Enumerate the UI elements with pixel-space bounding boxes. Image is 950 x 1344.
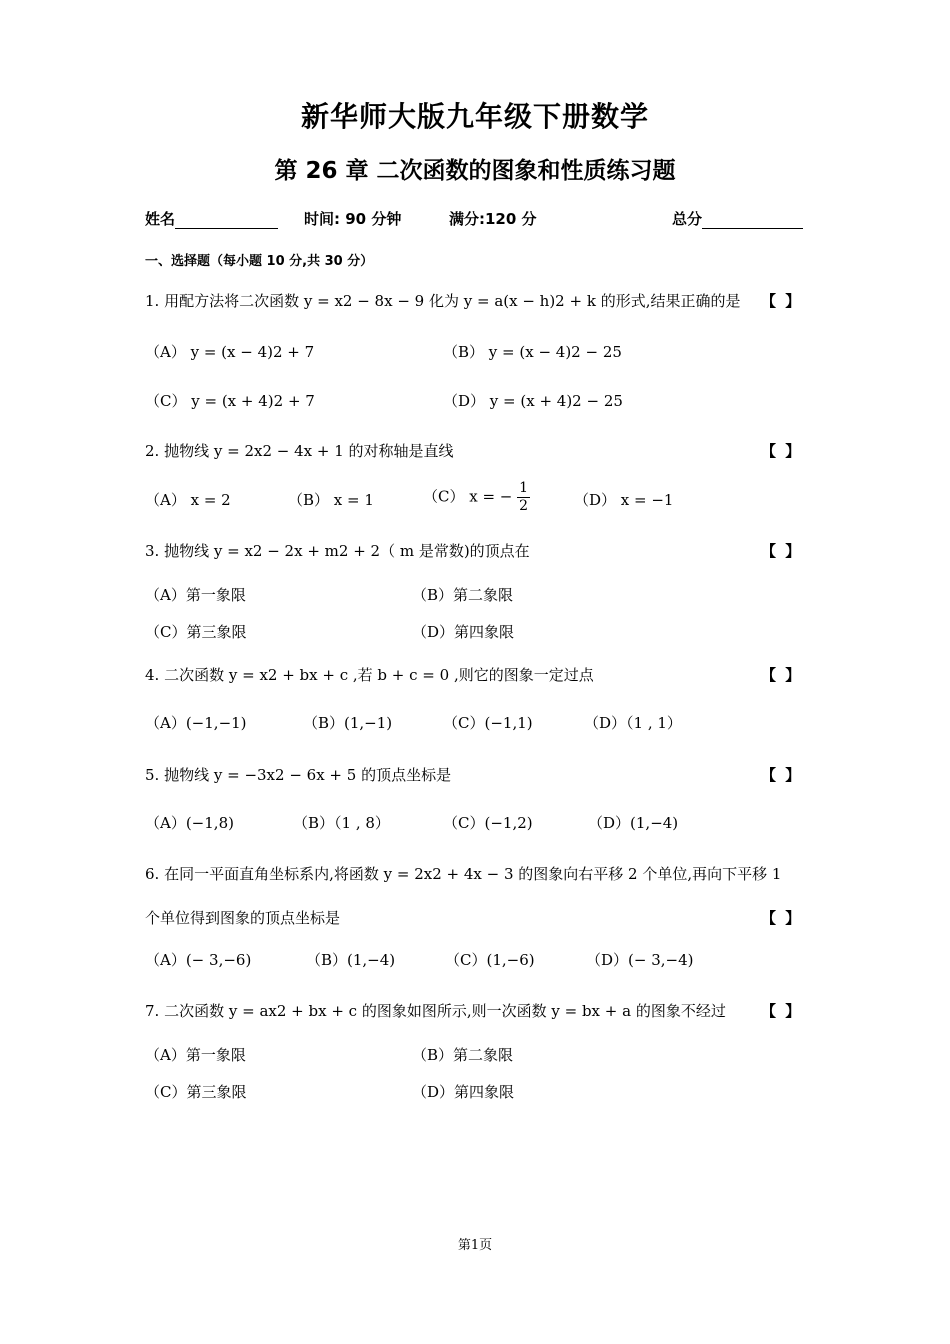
- option-d[interactable]: （D）第四象限: [412, 623, 515, 641]
- time-label: 时间: 90 分钟: [304, 210, 402, 228]
- answer-bracket[interactable]: 【 】: [761, 542, 803, 560]
- answer-bracket[interactable]: 【 】: [761, 292, 803, 310]
- option-c[interactable]: （C）(1,−6): [445, 951, 535, 969]
- total-score-field: [672, 208, 803, 229]
- option-d[interactable]: （D） x = −1: [574, 491, 674, 509]
- option-a[interactable]: （A）(− 3,−6): [145, 951, 252, 969]
- question-number: 1.: [145, 292, 160, 310]
- full-score-label: 满分:120 分: [449, 210, 537, 228]
- option-a[interactable]: （A） y = (x − 4)2 + 7: [145, 343, 315, 361]
- option-c[interactable]: （C）(−1,2): [443, 814, 533, 832]
- answer-bracket[interactable]: 【 】: [761, 666, 803, 684]
- question-text: 抛物线 y = −3x2 − 6x + 5 的顶点坐标是: [164, 766, 452, 784]
- question-2: [145, 440, 454, 461]
- option-d[interactable]: （D）(− 3,−4): [586, 951, 694, 969]
- answer-bracket[interactable]: 【 】: [761, 442, 803, 460]
- question-3: [145, 540, 530, 561]
- option-b[interactable]: （B） x = 1: [288, 491, 374, 509]
- fraction-numerator: 1: [519, 480, 529, 496]
- question-text: 二次函数 y = x2 + bx + c ,若 b + c = 0 ,则它的图象一定过点: [164, 666, 594, 684]
- option-d[interactable]: （D）（1 , 1）: [584, 714, 682, 732]
- answer-bracket[interactable]: 【 】: [761, 766, 803, 784]
- option-a[interactable]: （A）(−1,−1): [145, 714, 247, 732]
- section-title: 一、选择题（每小题 10 分,共 30 分）: [145, 254, 374, 269]
- question-text: 用配方法将二次函数 y = x2 − 8x − 9 化为 y = a(x − h)2 + k 的形式,结果正确的是: [164, 292, 741, 310]
- option-c[interactable]: （C） y = (x + 4)2 + 7: [145, 392, 315, 410]
- document-subtitle: 第 26 章 二次函数的图象和性质练习题: [274, 158, 676, 184]
- question-text: 在同一平面直角坐标系内,将函数 y = 2x2 + 4x − 3 的图象向右平移 2 个单位,再向下平移 1: [164, 865, 782, 883]
- option-b[interactable]: （B） y = (x − 4)2 − 25: [443, 343, 622, 361]
- question-number: 6.: [145, 865, 160, 883]
- option-b[interactable]: （B）（1 , 8）: [293, 814, 390, 832]
- question-1: [145, 290, 740, 311]
- fraction-denominator: 2: [519, 498, 529, 514]
- question-number: 3.: [145, 542, 160, 560]
- option-b[interactable]: （B）(1,−1): [303, 714, 393, 732]
- question-text: 抛物线 y = x2 − 2x + m2 + 2（ m 是常数)的顶点在: [164, 542, 530, 560]
- page-number: 第1页: [457, 1238, 493, 1253]
- option-b[interactable]: （B）第二象限: [412, 586, 514, 604]
- answer-bracket[interactable]: 【 】: [761, 1002, 803, 1020]
- question-6: [145, 863, 781, 884]
- question-number: 5.: [145, 766, 160, 784]
- question-number: 2.: [145, 442, 160, 460]
- name-label: 姓名: [145, 210, 176, 228]
- option-c-text: （C） x = −: [423, 487, 513, 506]
- option-a[interactable]: （A）第一象限: [145, 586, 246, 604]
- question-6-continued: 个单位得到图象的顶点坐标是: [145, 909, 341, 927]
- option-c[interactable]: （C）(−1,1): [443, 714, 533, 732]
- question-text: 二次函数 y = ax2 + bx + c 的图象如图所示,则一次函数 y = bx + a 的图象不经过: [164, 1002, 726, 1020]
- question-number: 4.: [145, 666, 160, 684]
- option-d[interactable]: （D）(1,−4): [588, 814, 679, 832]
- option-c[interactable]: [423, 480, 530, 515]
- fraction: [517, 480, 530, 515]
- option-a[interactable]: （A）第一象限: [145, 1046, 246, 1064]
- option-b[interactable]: （B）(1,−4): [306, 951, 396, 969]
- option-c[interactable]: （C）第三象限: [145, 1083, 247, 1101]
- answer-bracket[interactable]: 【 】: [761, 909, 803, 927]
- question-7: [145, 1000, 726, 1021]
- option-d[interactable]: （D）第四象限: [412, 1083, 515, 1101]
- option-c[interactable]: （C）第三象限: [145, 623, 247, 641]
- question-5: [145, 764, 451, 785]
- question-4: [145, 664, 594, 685]
- total-label: 总分: [672, 210, 703, 228]
- option-b[interactable]: （B）第二象限: [412, 1046, 514, 1064]
- document-title: 新华师大版九年级下册数学: [300, 100, 649, 133]
- name-field: [145, 208, 278, 229]
- option-a[interactable]: （A）(−1,8): [145, 814, 234, 832]
- question-text: 抛物线 y = 2x2 − 4x + 1 的对称轴是直线: [164, 442, 454, 460]
- option-a[interactable]: （A） x = 2: [145, 491, 231, 509]
- question-number: 7.: [145, 1002, 160, 1020]
- name-blank[interactable]: [175, 212, 278, 229]
- total-blank[interactable]: [702, 212, 803, 229]
- option-d[interactable]: （D） y = (x + 4)2 − 25: [443, 392, 623, 410]
